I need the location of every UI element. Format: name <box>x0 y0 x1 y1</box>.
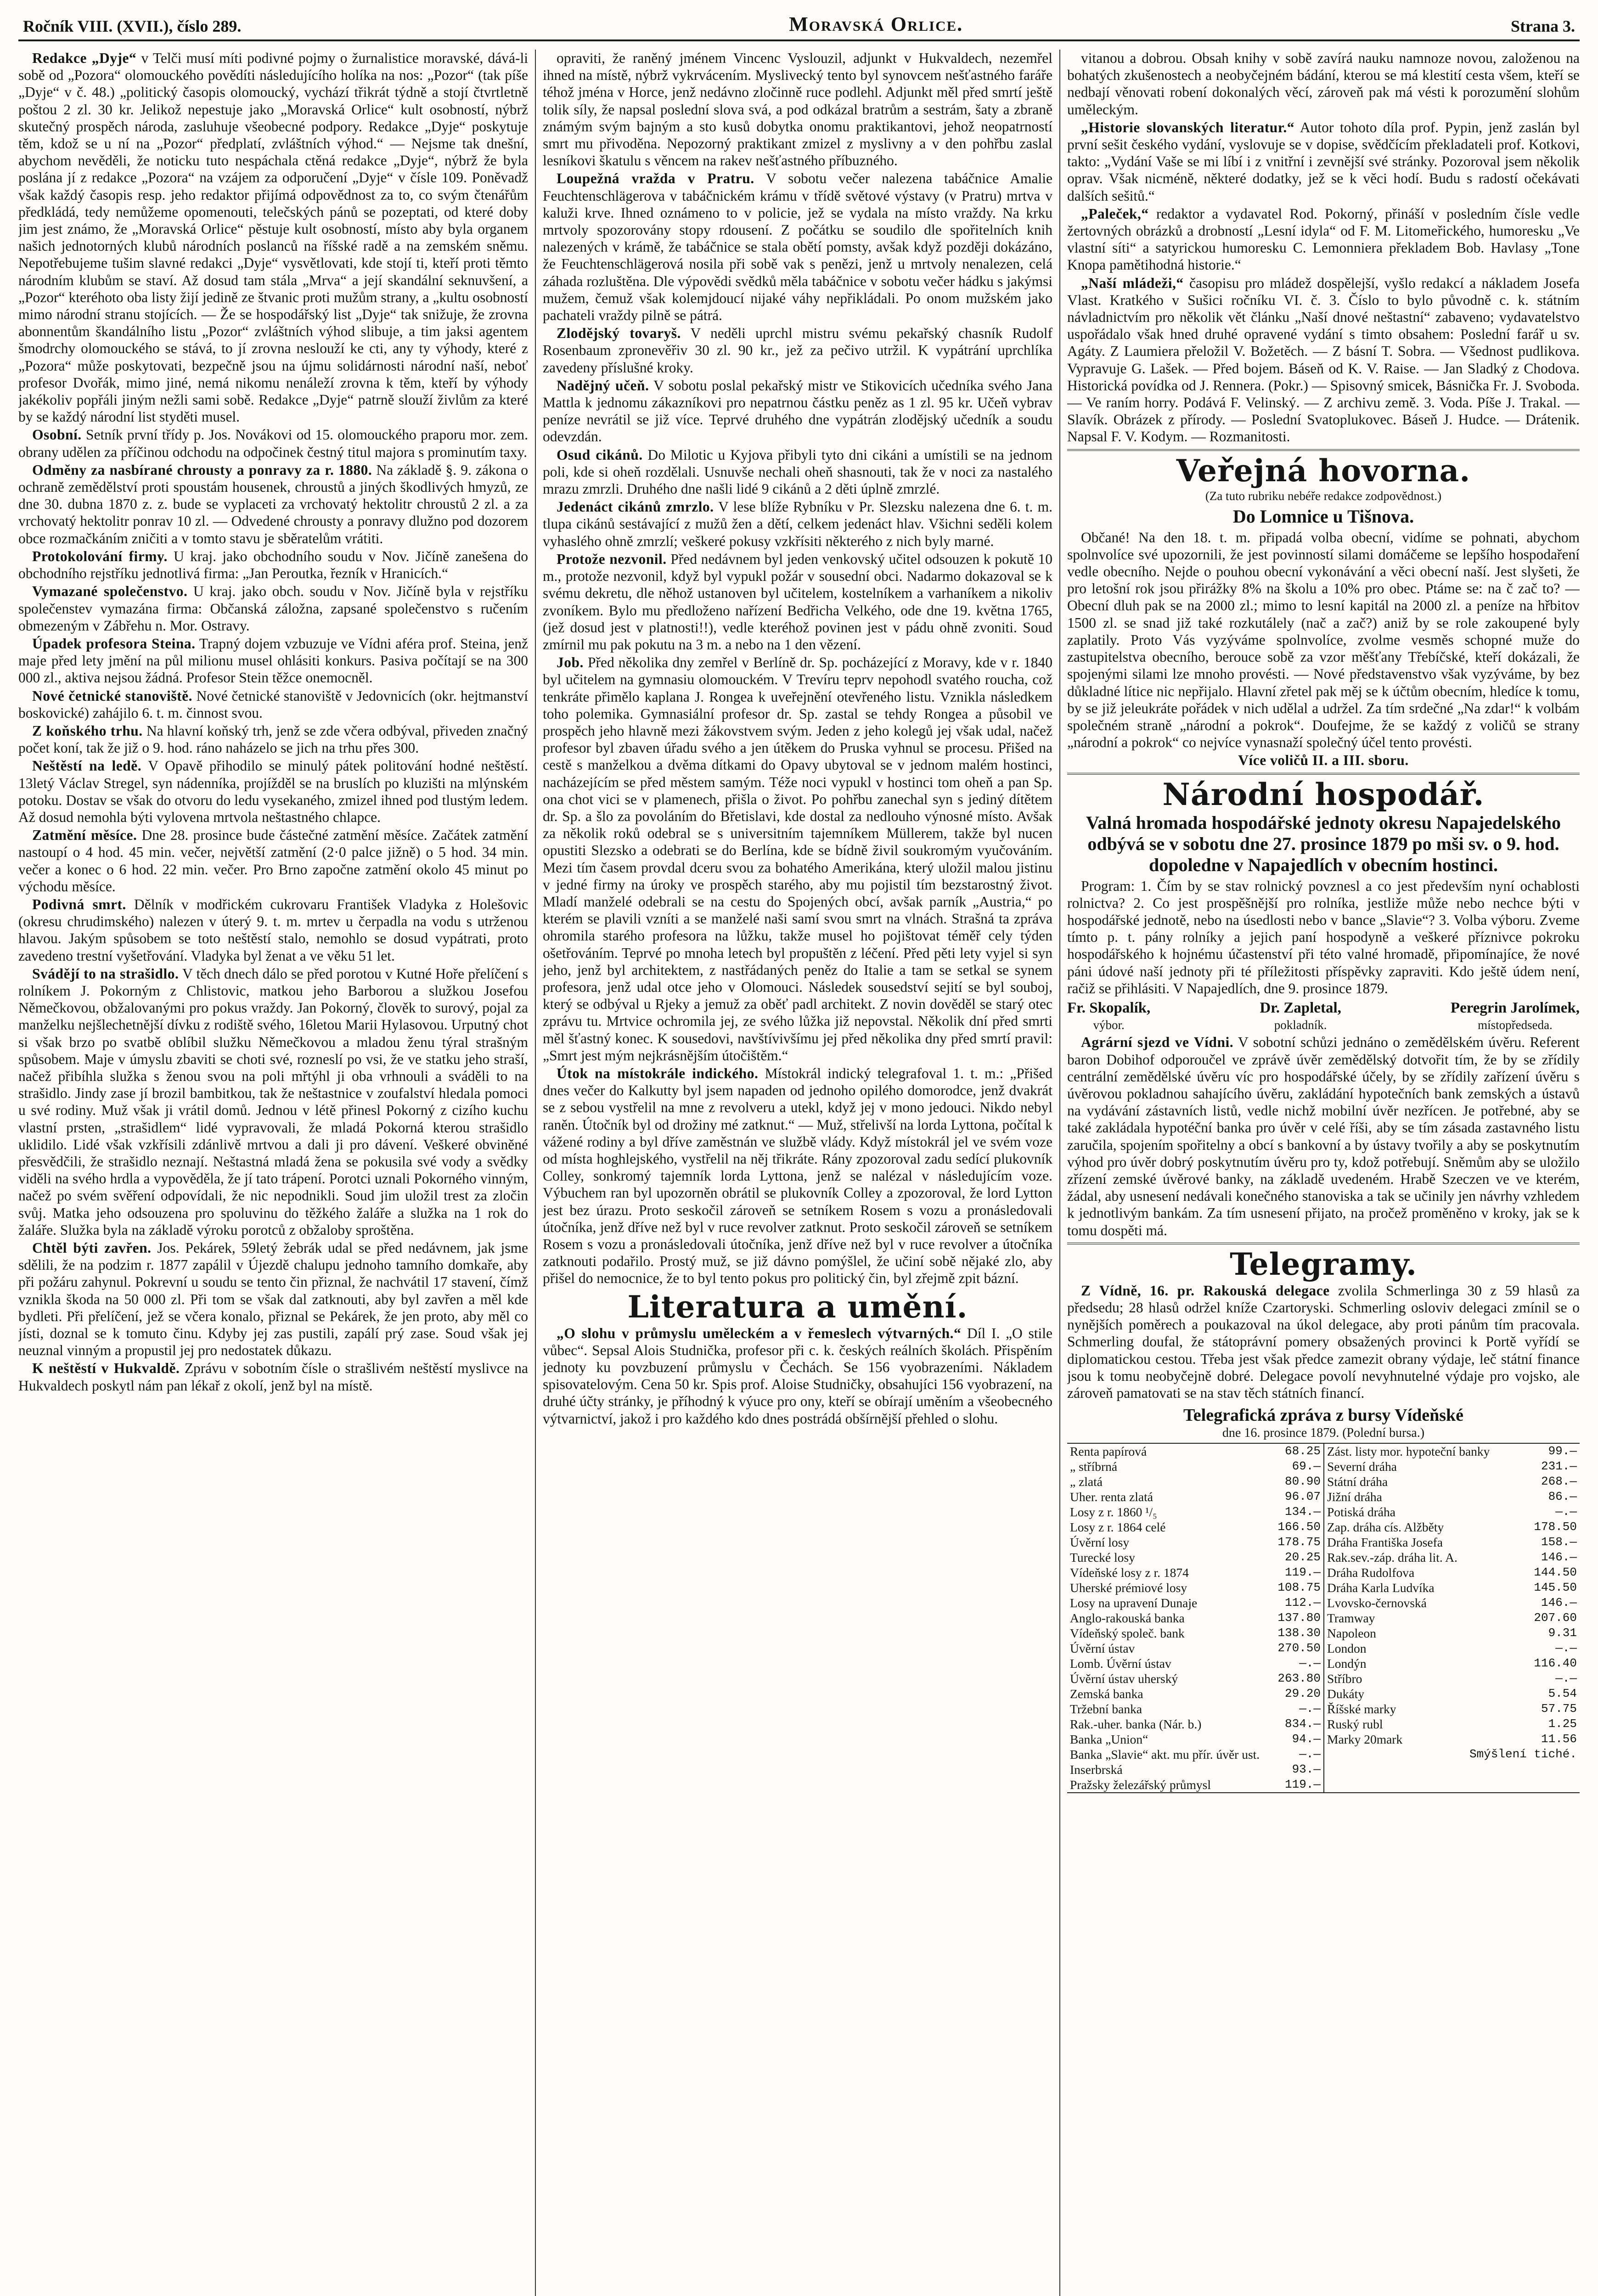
bourse-value: 112.— <box>1284 1596 1321 1610</box>
signatory-role: pokladník. <box>1274 1018 1327 1032</box>
page-number: Strana 3. <box>1510 17 1575 35</box>
bourse-row <box>1327 1747 1577 1762</box>
news-headline: Útok na místokrále indického. <box>557 1065 759 1081</box>
bourse-value: 146.— <box>1541 1596 1577 1610</box>
bourse-row <box>1070 1535 1321 1550</box>
bourse-value: 166.50 <box>1277 1520 1321 1534</box>
news-text: Místokrál indický telegrafoval 1. t. m.: „Přišed dnes večer do Kalkutty byl jsem napaden od jednoho opilého domorodce, jenž dvakrát se z sebou vystřelil na mne z revolveru a utekl, když jej v mono jedouci. Nikdo nebyl raněn. Útočník byl od drožiny mé zatknut.“ — Muž, střelivší na lorda Lyttona, počítal k vážené rodiny a byl dříve zaměstnán ve službě vlády. Když místokrál jel ve svém voze od místa hoghlejského, vystřelil na něj třikráte. Rány zpozoroval zadu sedící plukovník Colley, sonkromý tajemník lorda Lyttona, jenž se nalézal v následujícím voze. Výbuchem ran byl upozorněn obrátil se plukovník Colley a zpozoroval, že lord Lytton jest bez úrazu. Proto seskočil zároveň se setníkem Rosem s vozu a pronásledovali útočníka, jenž dříve než byl v ruce revolver zatknut. Proto seskočil zároveň se setníkem Rosem s vozu a pronásledovali útočníka, jenž dříve než byl v ruce revolver a útočníka zatknouti podařilo. Prostý muž, se již dávno pomýšlel, že učiní sobě nějaké zlo, aby přišel do nemocnice, že to byl tento pokus pro politický čin, byl zřejmě zpit bázní. <box>543 1065 1052 1287</box>
bourse-value: 134.— <box>1284 1505 1321 1519</box>
bourse-item: London <box>1327 1641 1367 1656</box>
bourse-item: Marky 20mark <box>1327 1732 1403 1747</box>
news-item <box>18 461 528 547</box>
bourse-item: Uher. renta zlatá <box>1070 1490 1153 1504</box>
bourse-item: Losy na upravení Dunaje <box>1070 1596 1198 1610</box>
news-headline: Vymazané společenstvo. <box>32 583 188 600</box>
news-text: Před nedávnem byl jeden venkovský učitel odsouzen k pokutě 10 m., protože nezvonil, když byl vypukl požár v sousední obci. Nadarmo dokazoval se k svému dekretu, dle něhož ustanoven byl učitelem, kostelníkem a varhaníkem a nikoliv zvoníkem. Bylo mu předloženo nařízení Bedřicha Velkého, ode dne 19. května 1765, (jež dosud jest v platnosti!!), vedle kteréhož povinen jest v pádu ohně zvoniti. Soud zmírnil mu pak pokutu na 3 m. a nebo na 1 den vězení. <box>543 551 1052 653</box>
bourse-row <box>1327 1701 1577 1716</box>
bourse-row <box>1070 1641 1321 1656</box>
news-item <box>543 50 1052 169</box>
section-divider <box>1067 449 1580 451</box>
bourse-row <box>1070 1762 1321 1777</box>
news-text: Do Milotic u Kyjova přibyli tyto dni cikáni a umístili se na jednom poli, kde si oheň rozdělali. Usnuvše nechali oheň shasnouti, tak že v noci za nastalého mrazu zmrzli. Druhého dne našli lidé 9 cikánů a 2 děti úplně zmrzlé. <box>543 446 1052 497</box>
bourse-row <box>1327 1444 1577 1459</box>
bourse-row <box>1070 1777 1321 1792</box>
news-text: redaktor a vydavatel Rod. Pokorný, přináší v posledním čísle vedle žertovných obrázků a drobností „Lesní idyla“ od F. M. Litomeřického, humoresku „Ve vlastní síti“ a satyrickou humoresku C. Lemonniera překladem Bob. Havlasy „Tone Knopa pamětihodná historie.“ <box>1067 205 1580 273</box>
bourse-item: Banka „Union“ <box>1070 1732 1148 1747</box>
bourse-row <box>1327 1686 1577 1701</box>
news-item <box>543 1065 1052 1287</box>
bourse-value: 11.56 <box>1541 1732 1577 1746</box>
news-headline: „Paleček,“ <box>1081 205 1149 222</box>
bourse-value: 29.20 <box>1284 1687 1321 1701</box>
bourse-item: Úvěrní ústav uherský <box>1070 1671 1178 1686</box>
bourse-column <box>1323 1444 1580 1792</box>
issue-number: Ročník VIII. (XVII.), číslo 289. <box>23 17 242 35</box>
news-headline: Neštěstí na ledě. <box>32 758 142 774</box>
bourse-value: —.— <box>1299 1656 1321 1671</box>
signatories <box>1067 1000 1580 1034</box>
news-headline: Nové četnické stanoviště. <box>32 687 192 704</box>
signatory-name: Fr. Skopalík, <box>1067 999 1151 1016</box>
bourse-row <box>1070 1656 1321 1671</box>
bourse-value: 68.25 <box>1284 1444 1321 1458</box>
news-item <box>1067 119 1580 204</box>
news-headline: Jedenáct cikánů zmrzlo. <box>557 499 714 515</box>
bourse-item: Pražsky železářský průmysl <box>1070 1778 1211 1792</box>
section-heading: Veřejná hovorna. <box>1176 452 1471 489</box>
news-item <box>18 965 528 1238</box>
bourse-item: Lomb. Úvěrní ústav <box>1070 1656 1171 1671</box>
bourse-value: 99.— <box>1548 1444 1577 1458</box>
news-headline: Zlodějský tovaryš. <box>557 325 681 342</box>
bourse-value: 116.40 <box>1534 1656 1577 1671</box>
bourse-value: 96.07 <box>1284 1490 1321 1504</box>
section-heading: Národní hospodář. <box>1162 776 1485 812</box>
news-item <box>543 446 1052 498</box>
news-text: Před několika dny zemřel v Berlíně dr. Sp. pocházející z Moravy, kde v r. 1840 byl učitelem na gymnasiu olomouckém. V Trevíru teprv nepohodl svatého roucha, což tenkráte přimělo kaplana J. Rongea k uveřejnění otevřeného listu. Vznikla následkem toho polemika. Gymnasiální profesor dr. Sp. zastal se tehdy Rongea a působil ve prospěch jeho hlavně mezi žákovstvem svým. Jeden z jeho kolegů jej však udal, načež profesor byl zbaven úřadu svého a jen útěkem do Pruska vyhnul se procesu. Přišed na cestě s manželkou a dvěma dítkami do Opavy ubytoval se v jednom malém hostinci, nacházejícím se před městem samým. Téže noci vypukl v hostinci tom oheň a pan Sp. ona chot vici se v plamenech, přišla o život. Po pohřbu zanechal syn s jediný dítětem dr. Sp. a šlo za povoláním do Břetislavi, kde dostal za nedlouho výnosné místo. Avšak za několik roků odebral se s universitním tajemníkem Müllerem, takže byl nucen opustiti Slezsko a odebrati se do Berlína, kde se bídně živil soukromým vyučováním. Mezi tím časem provdal dceru svou za bohatého Amerikána, který uložil malou jistinu v jedné firmy na úroky ve prospěch starého, aby mu pojistil tím bezstarostný život. Mladí manželé odebrali se na cestu do Spojených obcí, avšak parník „Austria,“ po kterém se plavili vzníti a se manželé naši samí svou smrt na vlnách. Strašná ta zpráva ohromila starého profesora na lůžku, takže musel ho pojištovat téměř cely týden ošetřováním. Teprvé po mnoha letech byl propuštěn z léčení. Před pěti lety vyjel si syn jeho, jenž byl architektem, z nastřádaných peněz do Italie a tam se setkal se synem profesora, jenž udal otce jeho v Olomouci. Následek sousedství sejití se byl souboj, který se odbýval u Rjeky a jemuž za oběť padl architekt. Z novin dověděl se starý otec zprávu tu. Mrtvice ochromila jej, ze svého lůžka již nepovstal. Několik dní před smrti měl šťastný konec. K sousedovi, navštívivšímu jej před několika dny před smrtí pravil: „Smrt jest mým nejkrásnějším útočištěm.“ <box>543 654 1052 1064</box>
news-item <box>543 377 1052 445</box>
bourse-value: 57.75 <box>1541 1702 1577 1716</box>
bourse-row <box>1070 1747 1321 1762</box>
news-text: Zprávu v sobotním čísle o strašlivém neštěstí myslivce na Hukvaldech poskytl nám pan lékař z okolí, jenž byl na místě. <box>18 1360 528 1394</box>
bourse-item: Inserbrská <box>1070 1762 1123 1777</box>
bourse-row <box>1327 1550 1577 1565</box>
news-text: časopisu pro mládež dospělejší, vyšlo redakcí a nákladem Josefa Vlast. Kratkého v Sušici ročníku VI. č. 3. Číslo to bylo původně c. k. státním návladnictvím pro několik vět článku „Naší dnové neštastní“ zabaveno; vydavatelstvo uspořádalo však hned druhé opravené vydání s timto obsahem: Poslední farář u sv. Agáty. Z Laumiera přeložil V. Božetěch. — Z básní T. Sobra. — Všednost pudlikova. Vypravuje G. Lašek. — Před bojem. Báseň od K. V. Raise. — Jan Sladký z Chodova. Historická povídka od J. Rennera. (Pokr.) — Spisovný smicek, Básnička Fr. J. Svoboda. — Ve raním horry. Podává F. Velinský. — Z archivu země. 3. Voda. Píše J. Trakal. — Slavík. Obrázek z přírody. — Poslední Svatoplukovec. Báseň J. Hudce. — Drátenik. Napsal F. V. Kodym. — Rozmanitosti. <box>1067 275 1580 445</box>
bourse-row <box>1327 1656 1577 1671</box>
bourse-item: Losy z r. 1860 ¹/₅ <box>1070 1505 1157 1519</box>
bourse-value: 20.25 <box>1284 1550 1321 1564</box>
bourse-item: Zap. dráha cís. Alžběty <box>1327 1520 1444 1535</box>
news-text: Trapný dojem vzbuzuje ve Vídni aféra prof. Steina, jenž maje před lety jmění na půl milionu musel ohlásiti konkurs. Pasiva počítají se na 300 000 zl., aktiva nejsou žádná. Profesor Stein těžce onemocněl. <box>18 635 528 686</box>
section-heading: Telegramy. <box>1230 1246 1417 1282</box>
bourse-row <box>1327 1595 1577 1610</box>
news-headline: K neštěstí v Hukvaldě. <box>32 1360 180 1377</box>
news-item <box>543 654 1052 1064</box>
news-item <box>18 426 528 460</box>
bourse-item: Lvovsko-černovská <box>1327 1596 1427 1610</box>
signatory-role: výbor. <box>1093 1018 1125 1032</box>
page-header <box>18 14 1580 41</box>
news-headline: Odměny za nasbírané chrousty a ponravy za r. 1880. <box>32 461 372 478</box>
bourse-item: Potiská dráha <box>1327 1505 1395 1519</box>
signatory <box>1067 1000 1150 1034</box>
bourse-item: Říšské marky <box>1327 1702 1396 1716</box>
bourse-value: 86.— <box>1548 1490 1577 1504</box>
signatory <box>1260 1000 1341 1034</box>
bourse-item: Úvěrní losy <box>1070 1535 1130 1550</box>
bourse-table <box>1067 1443 1580 1793</box>
news-text: V sobotní schůzi jednáno o zemědělském úvěru. Referent baron Dobihof odporoučel ve zprávě úvěr zemědělský dotvořit tím, že by se zřídily centrální zemědělské úvěru víc pro hospodářské účely, by se zřídily zařízení úvěru s úvěrovou pokladnou sahajícího úvěru, zakládání hypotečních bank zemských a ústavů na vydávání zástavních listů, vedle nichž mobilní úvěr nezřícen. Je potřebné, aby se také zakládala hypotéční banka pro úvěr v celé říši, aby se tím zásada zastavného listu zaručila, spojením spořitelny a obcí s bankovní a by ústavy tvořily a aby se poskytnutím výhod pro úvěr dobrý poskytnutím úvěru pro ty, kdož potřebují. Sněmům aby se uložilo zřízení zemské úvěrové banky, na základě uvedeném. Hrabě Szeczen ve ve kterém, žádal, aby usnesení nedávali konečného stanoviska a tak se učinily jen návrhy vzhledem k jednotlivým bankám. Za tím usnesení přijato, na pročež proměněno v kroky, jak se k tomu dospěti má. <box>1067 1034 1580 1238</box>
bourse-row <box>1327 1641 1577 1656</box>
news-item <box>18 1360 528 1394</box>
bourse-row <box>1070 1671 1321 1686</box>
bourse-value: 158.— <box>1541 1535 1577 1549</box>
bourse-title: Telegrafická zpráva z bursy Vídeňské <box>1183 1406 1464 1425</box>
bourse-row <box>1327 1535 1577 1550</box>
column-2 <box>543 50 1052 2296</box>
bourse-item: Napoleon <box>1327 1626 1376 1641</box>
bourse-value: 108.75 <box>1277 1581 1321 1595</box>
bourse-row <box>1327 1580 1577 1595</box>
bourse-item: Tramway <box>1327 1611 1375 1626</box>
bourse-item: Jižní dráha <box>1327 1490 1382 1504</box>
bourse-value: —.— <box>1555 1671 1577 1686</box>
news-headline: Agrární sjezd ve Vídni. <box>1081 1034 1234 1051</box>
column-1 <box>18 50 528 2296</box>
bourse-row <box>1070 1444 1321 1459</box>
bourse-item: Zást. listy mor. hypoteční banky <box>1327 1444 1490 1459</box>
bourse-value: 5.54 <box>1548 1687 1577 1701</box>
bourse-value: 268.— <box>1541 1474 1577 1489</box>
news-headline: Nadějný učeň. <box>557 377 649 394</box>
news-headline: Úpadek profesora Steina. <box>32 635 196 652</box>
bourse-row <box>1070 1716 1321 1732</box>
bourse-value: 119.— <box>1284 1565 1321 1580</box>
bourse-value: —.— <box>1555 1505 1577 1519</box>
column-rule <box>1059 50 1060 2296</box>
news-text: V sobotu večer nalezena tabáčnice Amalie Feuchtenschlägerova v tabáčnickém krámu v třídě světové výstavy (v Pratru) mrtva v kaluži krve. Ihned oznámeno to v policie, jež se vydala na místo vraždy. Na krku mrtvoly spozorovány stopy rdousení. Z počátku se soudilo dle spořitelních knih nalezených v krámě, že tabáčnice se stala obětí pomsty, avšak když později dokázáno, že Feuchtenschlägerová nosila při sobě vak s penězi, jenž u mrtvoly nenalezen, celá záhada rozluštěna. Dle výpovědi svědků měla tabáčnice v sobotu večer hádku s jakýmsi mužem, čemuž však kolemjdoucí nijaké váhy nepřikládali. Po onom mužském jako pachateli vraždy pilně se pátrá. <box>543 170 1052 324</box>
news-text: zvolila Schmerlinga 30 z 59 hlasů za předsedu; 28 hlasů održel kníže Czartoryski. Schmerling osloviv delegaci zmínil se o nynějších poměrech a poukazoval na úkol delegace, aby proti pánům tím pracovala. Schmerling doufal, že státoprávní pomery obsažených provinci k Portě vyřídí se diplomatickou cestou. Třeba jest však předce zamezit obrany výdaje, leč státní finance jsou k tomu neobyčejně dobré. Delegace povolí nevyhnutelné výdaje pro vojsko, ale zároveň pamatovati se na stav těch státních financí. <box>1067 1282 1580 1401</box>
article-subtitle: Do Lomnice u Tišnova. <box>1232 506 1414 527</box>
bourse-row <box>1327 1732 1577 1747</box>
news-headline: „Naší mládeži,“ <box>1081 275 1184 291</box>
bourse-row <box>1070 1565 1321 1580</box>
bourse-row <box>1070 1686 1321 1701</box>
bourse-row <box>1070 1459 1321 1474</box>
bourse-item: Rak.-uher. banka (Nár. b.) <box>1070 1717 1202 1732</box>
bourse-item: Úvěrní ústav <box>1070 1641 1135 1656</box>
news-headline: Z Vídně, 16. pr. Rakouská delegace <box>1081 1282 1330 1299</box>
news-headline: Osud cikánů. <box>557 446 643 463</box>
column-3 <box>1067 50 1580 2296</box>
news-item <box>18 687 528 721</box>
signatory-role: místopředseda. <box>1478 1018 1553 1032</box>
news-text: V neděli uprchl mistru svému pekařský chasník Rudolf Rosenbaum zpronevěřiv 30 zl. 90 kr., jež za pečivo utržil. K vypátrání uprchlíka zavedeny příslušné kroky. <box>543 325 1052 376</box>
news-text: Nové četnické stanoviště v Jedovnicích (okr. hejtmanství boskovické) zahájilo 6. t. m. činnost svou. <box>18 687 528 721</box>
bourse-value: —.— <box>1299 1747 1321 1761</box>
news-item <box>18 548 528 582</box>
bourse-row <box>1327 1610 1577 1626</box>
bourse-value: 145.50 <box>1534 1581 1577 1595</box>
newspaper-page <box>18 14 1580 2296</box>
bourse-value: 146.— <box>1541 1550 1577 1564</box>
bourse-value: 178.50 <box>1534 1520 1577 1534</box>
section-divider <box>1067 1243 1580 1244</box>
news-item <box>1067 275 1580 445</box>
news-text: U kraj. jako obch. soudu v Nov. Jičíně byla v rejstříku společenstev vymazána firma: Občanská záložna, zapsané společenstvo s ručením obmezeným v Zábřehu n. Mor. Ostravy. <box>18 583 528 634</box>
bourse-row <box>1070 1610 1321 1626</box>
bourse-item: Dráha Rudolfova <box>1327 1565 1415 1580</box>
section-divider <box>1067 773 1580 775</box>
news-headline: Chtěl býti zavřen. <box>32 1240 152 1256</box>
bourse-row <box>1327 1489 1577 1504</box>
bourse-item: Ruský rubl <box>1327 1717 1383 1732</box>
bourse-date: dne 16. prosince 1879. (Polední bursa.) <box>1222 1426 1425 1441</box>
news-item <box>543 498 1052 550</box>
bourse-row <box>1327 1565 1577 1580</box>
signature: Více voličů II. a III. sboru. <box>1238 752 1409 769</box>
article-subtitle: Valná hromada hospodářské jednoty okresu Napajedelského odbývá se v sobotu dne 27. prosince 1879 po mši sv. o 9. hod. dopoledne v Napajedlích v obecním hostinci. <box>1086 812 1561 875</box>
bourse-row <box>1070 1519 1321 1535</box>
news-text: v Telči musí míti podivné pojmy o žurnalistice moravské, dává-li sobě od „Pozora“ olomouckého povědíti následujícího holíka na nos: „Pozor“ (tak píše „Dyje“ v č. 48.) „politický časopis olomoucký, vychází třikrát týdně a stojí čtvrtletně poštou 2 zl. 30 kr. Jelikož nepestuje jako „Moravská Orlice“ kult osobností, nýbrž skutečný prospěch národa, zasluhuje všeobecné podpory. Redakce „Dyje“ poskytuje těm, kdož se u ní na „Pozor“ předplatí, zvláštních výhod.“ — Nejsme tak dnešní, abychom nevěděli, že noticku tuto nespáchala ctěná redakce „Dyje“, nýbrž že byla poslána jí z redakce „Pozora“ na vzájem za odporučení „Dyje“ v čísle 109. Poněvadž však každý časopis resp. jeho redaktor přijímá odpovědnost za to, co svým čtenářům předkládá, tedy nemůžeme opomenouti, telečských pánů se pozeptati, od které doby jim jest známo, že „Moravská Orlice“ pěstuje kult osobností, místo aby byla organem našich jednotorných klubů národních poslanců na říšské radě a na zemském sněmu. Nepotřebujeme tušim slavné redakci „Dyje“ vysvětlovati, kde stojí ti, kteří proti těmto národním klubům se staví. Až dosud tam stála „Mrva“ a její skandální seknuvšení, a „Pozor“ kteréhoto oba listy žijí jedině ze štvanic proti mužům strany, a „kultu osobností mimo národní stranu stojících. — Že se hospodářský list „Dyje“ tak snižuje, že zrovna abonnentům škandálního listu „Pozor“ zvláštních výhod slibuje, a tim jaksi agentem šmodrchy olomouckého se stává, to jí zrovna neslouží ke cti, any ty výhody, které z „Pozora“ může poskytovati, bezpečně jsou na újmu solidárnosti národní naší, neboť profesor Dvořák, mimo jiné, nemá nikomu nenáleží zrovna k těm, kteří by výhody jakékoliv popřáli jiným nežli sami sobě. Redakce „Dyje“ patrně slouží živlům za které by se každý národní list styděti musel. <box>18 50 528 425</box>
bourse-value: 263.80 <box>1277 1671 1321 1686</box>
section-disclaimer: (Za tuto rubriku nebéře redakce zodpovědnost.) <box>1205 489 1442 503</box>
signatory-name: Peregrin Jarolímek, <box>1450 999 1580 1016</box>
news-text: Program: 1. Čím by se stav rolnický povznesl a co jest především nyní ochablosti rolnictva? 2. Co jest prospěšnější pro rolníka, jestliže může nebo nechce býti v hospodářské jednotě, nebo na úsedlosti nebo v bance „Slavie“? 3. Volba výboru. Zveme tímto p. t. pány rolníky a jejich paní hospodyně a veškeré příznivce pokroku hospodářského k hojnému účastenství při této valné hromadě, připomínajíce, že nové páni údové naší jednoty při té příležitosti příspěvky zapraviti. Kdo ještě údem není, račiž se přihlásiti. V Napajedlích, dne 9. prosince 1879. <box>1067 878 1580 996</box>
news-item <box>1067 1034 1580 1238</box>
bourse-value: —.— <box>1555 1641 1577 1655</box>
bourse-item: Rak.sev.-záp. dráha lit. A. <box>1327 1550 1457 1565</box>
news-headline: „O slohu v průmyslu uměleckém a v řemeslech výtvarných.“ <box>557 1325 962 1341</box>
bourse-row <box>1327 1474 1577 1489</box>
bourse-row <box>1327 1459 1577 1474</box>
masthead-title: Moravská Orlice. <box>789 13 963 35</box>
news-item <box>18 635 528 687</box>
bourse-value: 9.31 <box>1548 1626 1577 1640</box>
bourse-row <box>1327 1519 1577 1535</box>
news-headline: Svádějí to na strašidlo. <box>32 965 179 982</box>
bourse-row <box>1070 1732 1321 1747</box>
bourse-item: Dráha Františka Josefa <box>1327 1535 1443 1550</box>
bourse-value: 69.— <box>1292 1459 1321 1474</box>
bourse-item: Renta papírová <box>1070 1444 1147 1459</box>
bourse-value: 231.— <box>1541 1459 1577 1474</box>
bourse-value: 1.25 <box>1548 1717 1577 1731</box>
news-item <box>1067 1282 1580 1401</box>
bourse-row <box>1327 1626 1577 1641</box>
news-headline: Osobní. <box>32 427 82 443</box>
news-headline: Redakce „Dyje“ <box>32 50 137 66</box>
news-item <box>18 896 528 964</box>
news-item <box>18 827 528 895</box>
bourse-row <box>1070 1626 1321 1641</box>
news-item <box>1067 878 1580 997</box>
bourse-item: „ zlatá <box>1070 1474 1103 1489</box>
column-rule <box>535 50 536 2296</box>
bourse-item: „ stříbrná <box>1070 1459 1118 1474</box>
bourse-value: 178.75 <box>1277 1535 1321 1549</box>
news-headline: Zatmění měsíce. <box>32 827 137 844</box>
bourse-row <box>1070 1474 1321 1489</box>
news-item <box>1067 50 1580 118</box>
bourse-row <box>1070 1701 1321 1716</box>
news-item <box>1067 529 1580 751</box>
news-headline: Podivná smrt. <box>32 896 126 912</box>
news-text: Na základě §. 9. zákona o ochraně zemědělství proti spoustám housenek, chroustů a jiných škodlivých hmyzů, ze dne 30. dubna 1870 z. z. bude se vyplaceti za vrchovatý hektolitr chroustů 2 zl. a za vrchovatý hektolitr ponrav 10 zl. — Odvedené chrousty a ponravy dlužno pod dozorem obce rozmačkáním zničiti a v tomto stavu je sběratelům vrátiti. <box>18 461 528 546</box>
bourse-item: Zemská banka <box>1070 1687 1143 1701</box>
bourse-row <box>1070 1580 1321 1595</box>
news-text: Dne 28. prosince bude částečné zatmění měsíce. Začátek zatmění nastoupí o 4 hod. 45 min. večer, největší zatmění (2·0 palce jižně) o 5 hod. 34 min. večer a konec o 6 hod. 22 min. večer. Pro Brno započne zatmění okolo 45 minut po východu měsíce. <box>18 827 528 895</box>
news-text: opraviti, že raněný jménem Vincenc Vyslouzil, adjunkt v Hukvaldech, nezemřel ihned na místě, nýbrž vykrvácením. Myslivecký tento byl synovcem nešťastného faráře téhož jména v Horce, jenž nedávno zločinně ruce podlehl. Adjunkt měl před smrtí ještě tolik síly, že napsal poslední slova svá, a pod odkázal bratrům a sestrám, šaty a zbraně známým svým bajným a sto kusů dobytka onomu praktikantovi, jehož neopatrností smrt mu přivoděna. Nepozorný praktikant zmizel z myslivny a v den pohřbu zaslal lesníkovi škatulu s věncem na rakev nešťastného příbuzného. <box>543 50 1052 169</box>
news-item <box>18 1239 528 1359</box>
news-text: Občané! Na den 18. t. m. připadá volba obecní, vidíme se pohnati, abychom spolnvolíce své upozornili, že jest povinností silami domáčeme se lepšího hospodaření vedle obecního. Nejde o pouhou obecní vykonávání a věci obecní naší. Jest slyšeti, že pro letošní rok jsou přirážky 8% na školu a 10% pro obec. Ptáme se: na č zač to? — Obecní dluh pak se na 2000 zl.; mimo to lesní kapitál na 2000 zl. a peníze na hřbitov 1500 zl. se snad již také rozkutálely (nač a zač?) aniž by se role zakoupené byly zaplatily. Proto Vás vyzýváme spolnvolíce, zvolme vesměs schopné muže do zastupitelstva obecního, berouce sobě za vzor měšťany Třebíčské, kteří dokázali, že spojenými silami lze mnoho provésti. — Nové představenstvo však vyzýváme, by bez důkladné lítice nic nepřijalo. Hlavní zřetel pak měj se k účtům obecním, hledíce k tomu, by se již jeleukráte pořádek v nich udělal a udržel. Za tím srdečné „Na zdar!“ k volbám společném straně „národní a pokrok“. Doufejme, že se každý z voličů se strany „národní a pokrok“ co nejvíce vynasnaží společný účel tento provésti. <box>1067 529 1580 751</box>
news-text: Autor tohoto díla prof. Pypin, jenž zaslán byl první sešit českého vydání, vyslovuje se v dopise, svědčícím překladateli prof. Kotkovi, takto: „Vydání Vaše se mi líbí i z vnitřní i zevnější své stránky. Pozoroval jsem několik oprav. Však nicméně, některé dodatky, jež se k věci hodí. Budu s radostí očekávati dalších sešitů.“ <box>1067 119 1580 204</box>
bourse-row <box>1070 1504 1321 1519</box>
bourse-value: 270.50 <box>1277 1641 1321 1655</box>
news-text: Dělník v modřickém cukrovaru František Vladyka z Holešovic (okresu chrudimského) nalezen v úterý 9. t. m. mrtev u čerpadla na vodu s utrženou hlavou. Jakým spůsobem se toto neštěstí stalo, nemohlo se dosud vypátrati, proto zavedeno trestní vyšetřování. Vladyka byl ženat a ve věku 51 let. <box>18 896 528 964</box>
bourse-value: 207.60 <box>1534 1611 1577 1625</box>
bourse-item: Vídeňské losy z r. 1874 <box>1070 1565 1189 1580</box>
news-headline: Protokolování firmy. <box>32 548 168 564</box>
bourse-value: 137.80 <box>1277 1611 1321 1625</box>
bourse-value: 834.— <box>1284 1717 1321 1731</box>
bourse-row <box>1327 1504 1577 1519</box>
bourse-value: —.— <box>1299 1702 1321 1716</box>
news-item <box>18 50 528 425</box>
bourse-item: Vídeňský společ. bank <box>1070 1626 1185 1641</box>
news-item <box>18 722 528 756</box>
bourse-item: Stříbro <box>1327 1671 1362 1686</box>
bourse-value: 119.— <box>1284 1778 1321 1792</box>
news-text: U kraj. jako obchodního soudu v Nov. Jičíně zanešena do obchodního rejstříku jednotlivá firma: „Jan Peroutka, řezník v Hranicích.“ <box>18 548 528 582</box>
news-item <box>18 583 528 634</box>
news-text: Díl I. „O stile vůbec“. Sepsal Alois Studnička, profesor při c. k. českých reálních školách. Přispěním jednoty ku povzbuzení průmyslu v Čechách. Se 156 vyobrazeními. Nákladem spisovatelovým. Cena 50 kr. Spis prof. Aloise Studničky, obsahujíci 156 vyobrazení, na druhé účty stránky, je příhodný k výuce pro ony, kteří se obírají uměním a všeobecného výtvarnictví, jakož i pro každého kdo dnes postrádá obšírnější přehled o slohu. <box>543 1325 1052 1427</box>
bourse-row <box>1070 1595 1321 1610</box>
bourse-value: 93.— <box>1292 1762 1321 1777</box>
news-item <box>543 325 1052 376</box>
bourse-item: Dukáty <box>1327 1687 1364 1701</box>
news-text: Na hlavní koňský trh, jenž se zde včera odbýval, přiveden značný počet koní, tak že již o 9. hod. ráno naházelo se jich na trhu přes 300. <box>18 722 528 756</box>
signatory-name: Dr. Zapletal, <box>1260 999 1341 1016</box>
news-headline: Protože nezvonil. <box>557 551 667 567</box>
news-item <box>18 757 528 826</box>
news-item <box>543 1325 1052 1427</box>
news-headline: Job. <box>557 654 584 671</box>
bourse-item: Turecké losy <box>1070 1550 1135 1565</box>
bourse-item: Státní dráha <box>1327 1474 1388 1489</box>
news-item <box>543 551 1052 653</box>
section-heading: Literatura a umění. <box>627 1289 968 1325</box>
bourse-item: Severní dráha <box>1327 1459 1397 1474</box>
news-text: V sobotu poslal pekařský mistr ve Stikovicích učedníka svého Jana Mattla k jednomu zákazníkovi pro nepatrnou částku peněz as 1 zl. 95 kr. Učeň vybrav peníze nevrátil se již více. Teprvé druhého dne vypátrán zlodějský učedník a soudu odevzdán. <box>543 377 1052 445</box>
news-text: V Opavě přihodilo se minulý pátek politování hodné neštěstí. 13letý Václav Stregel, syn nádenníka, projížděl se na bruslích po kluzišti na mlýnském potoku. Dostav se však do otvoru do ledu vysekaného, zmizel ihned pod tlustým ledem. Až dosud nemohla býti vylovena mrtvola neštastného chlapce. <box>18 758 528 825</box>
bourse-column <box>1067 1444 1323 1792</box>
bourse-value: 80.90 <box>1284 1474 1321 1489</box>
bourse-item: Banka „Slavie“ akt. mu přír. úvěr ust. <box>1070 1747 1260 1762</box>
bourse-value: 144.50 <box>1534 1565 1577 1580</box>
bourse-value: Smýšlení tiché. <box>1469 1747 1577 1761</box>
bourse-value: 94.— <box>1292 1732 1321 1746</box>
bourse-item: Anglo-rakouská banka <box>1070 1611 1185 1626</box>
news-item <box>1067 205 1580 274</box>
bourse-row <box>1070 1489 1321 1504</box>
bourse-item: Uherské prémiové losy <box>1070 1581 1187 1595</box>
bourse-row <box>1070 1550 1321 1565</box>
bourse-item: Tržební banka <box>1070 1702 1142 1716</box>
bourse-value: 138.30 <box>1277 1626 1321 1640</box>
bourse-row <box>1327 1671 1577 1686</box>
bourse-item: Dráha Karla Ludvíka <box>1327 1581 1435 1595</box>
bourse-item: Londýn <box>1327 1656 1367 1671</box>
news-headline: Z koňského trhu. <box>32 722 143 739</box>
signatory <box>1451 1000 1580 1034</box>
news-headline: „Historie slovanských literatur.“ <box>1081 119 1295 135</box>
bourse-row <box>1327 1716 1577 1732</box>
news-item <box>543 170 1052 324</box>
news-headline: Loupežná vražda v Pratru. <box>557 170 754 187</box>
bourse-item: Losy z r. 1864 celé <box>1070 1520 1166 1535</box>
news-text: V těch dnech dálo se před porotou v Kutné Hoře přelíčení s rolníkem J. Pokorným z Chlistovic, matkou jeho Barborou a služkou Josefou Němečkovou, obžalovanými pro pokus vraždy. Jan Pokorný, člověk to surový, pojal za manželku nejšlechetnější dívku z rodiště svého, 16letou Marii Hylasovou. Urputný chot si však brzo po svatbě oblíbil služku Němečkovou a mladou ženu týral strašným spůsobem. Maje v úmyslu zbaviti se choti své, rozneslí po vsi, že ve statku jeho straší, načež přibíhla služka s ženou svou na poli mřtýhl ji oba vrhnouli a sváděli to na strašidlo. Jindy zase jí brozil bambitkou, tak že neštastnice v zoufalství hledala pomoci u své rodiny. Muž však ji vrátil domů. Jednou v létě přinesl Pokorný z cizího kuchu vlastní prsten, „strašidlem“ lidé vypravovali, že mladá Pokorná kterou strašidlo uklidilo. Lidé však vzkřísili zdánlivě mrtvou a dali ji pro dávení. Veškeré obviněné přesvědčili, že strašidlo neznají. Neštastná mladá žena se pokusila své vody a svědky viděli na svého hrdla a vypověděla, že jí tato trápení. Porotci uznali Pokorného vinným, načež po svém svěření odpovídali, že nic nepodnikli. Soud jim uložil trest za zločin svůj. Matka jeho odsouzena pro spoluvinu do těžkého žaláře a služka na 1 rok do žaláře. Služka byla na základě výroku porotců z obžaloby sproštěna. <box>18 965 528 1238</box>
news-text: V lese blíže Rybníku v Pr. Slezsku nalezena dne 6. t. m. tlupa cikánů sestávající z mužů žen a dětí, celkem jedenáct hlav. Všichni seděli kolem vyhaslého ohně zmrzlí; veškeré pokusy vzkřísiti některého z nich byly marné. <box>543 499 1052 549</box>
news-text: Jos. Pekárek, 59letý žebrák udal se před nedávnem, jak jsme sdělili, že na podzim r. 1877 zapálil v Újezdě chalupu jednoho tamního domkaře, aby při požáru zahynul. Pokrevní u soudu se tento čin přiznal, že nachvátil 17 stavení, čímž vznikla škoda na 50 000 zl. Při tom se však dal zatknouti, aby byl zavřen a měl kde bydleti. Při přelíčení, jež se včera konalo, přiznal se Pekárek, že jen proto, aby měl co jísti, doznal se k tomuto činu. Kdyby jej zas pustili, zapálí prý zase. Soud však jej neuznal vinným a propustil jej pro nedostatek důkazu. <box>18 1240 528 1359</box>
news-text: vitanou a dobrou. Obsah knihy v sobě zavírá nauku namnoze novou, založenou na bohatých zkušenostech a neobyčejném bádání, kterou se má klestití cesta všem, kteří se nedbají věnovati robení dokonalých věcí, zároveň pak má vésti k porozumění slohům uměleckým. <box>1067 50 1580 118</box>
news-text: Setník první třídy p. Jos. Novákovi od 15. olomouckého praporu mor. zem. obrany udělen za příčinou odchodu na odpočinek čestný titul majora s prominutím taxy. <box>18 427 528 460</box>
